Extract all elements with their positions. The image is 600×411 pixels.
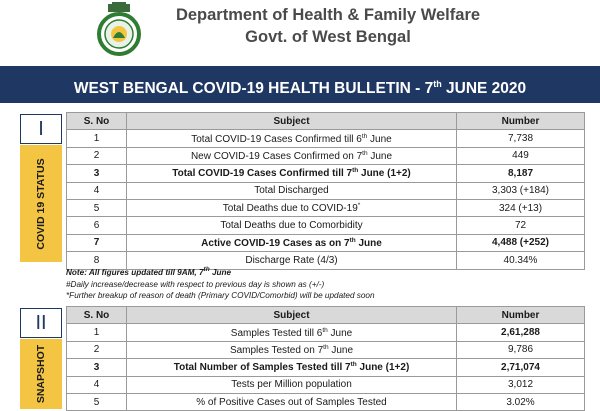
cell-subject xyxy=(127,165,457,182)
west-bengal-emblem-icon xyxy=(94,2,144,58)
column-header-number: Number xyxy=(457,113,585,130)
cell-number: 8,187 xyxy=(457,165,585,182)
table-row xyxy=(67,393,585,410)
cell-subject xyxy=(127,130,457,147)
cell-sno: 5 xyxy=(67,393,127,410)
cell-sno: 7 xyxy=(67,234,127,251)
cell-subject-text: Total Discharged xyxy=(254,185,329,197)
table-row xyxy=(67,341,585,358)
cell-subject-text: % of Positive Cases out of Samples Tested xyxy=(196,396,387,408)
cell-subject xyxy=(127,393,457,410)
note-updated-sup: th xyxy=(203,266,210,273)
column-header-number: Number xyxy=(457,307,585,324)
section-2-label: SNAPSHOT xyxy=(35,344,47,404)
table-row xyxy=(67,217,585,234)
table-row xyxy=(67,165,585,182)
cell-sno: 1 xyxy=(67,324,127,341)
cell-subject-text: Total Deaths due to Comorbidity xyxy=(220,220,363,232)
cell-subject-text: New COVID-19 Cases Confirmed on 7 xyxy=(190,150,363,162)
table-row xyxy=(67,359,585,376)
cell-number: 3.02% xyxy=(457,393,585,410)
cell-number: 2,61,288 xyxy=(457,324,585,341)
cell-sno: 2 xyxy=(67,147,127,164)
cell-subject xyxy=(127,147,457,164)
cell-number: 9,786 xyxy=(457,341,585,358)
cell-number: 7,738 xyxy=(457,130,585,147)
snapshot-rows xyxy=(67,324,585,411)
cell-subject xyxy=(127,217,457,234)
cell-subject-sup: th xyxy=(361,132,368,140)
cell-subject-text: Total COVID-19 Cases Confirmed till 7 xyxy=(172,168,353,180)
cell-subject xyxy=(127,376,457,393)
bulletin-title-prefix: WEST BENGAL COVID-19 HEALTH BULLETIN - 7 xyxy=(73,80,434,97)
table-row xyxy=(67,182,585,199)
cell-number: 2,71,074 xyxy=(457,359,585,376)
cell-subject-sup: th xyxy=(323,343,329,351)
column-header-subject: Subject xyxy=(127,113,457,130)
bulletin-title-suffix: JUNE 2020 xyxy=(441,80,527,97)
column-header-sno: S. No xyxy=(67,307,127,324)
cell-subject-sup: th xyxy=(349,236,356,244)
cell-subject xyxy=(127,199,457,216)
table-row xyxy=(67,376,585,393)
cell-subject-sup: * xyxy=(357,202,361,210)
cell-subject xyxy=(127,359,457,376)
cell-sno: 5 xyxy=(67,199,127,216)
section-1-band xyxy=(20,145,62,262)
covid-status-rows xyxy=(67,130,585,269)
cell-sno: 3 xyxy=(67,165,127,182)
table-row xyxy=(67,147,585,164)
cell-subject-tail: June (1+2) xyxy=(356,362,410,374)
covid-status-table xyxy=(66,112,585,270)
cell-subject-tail: June xyxy=(355,237,382,249)
cell-subject-sup: th xyxy=(350,361,357,369)
cell-subject-sup: th xyxy=(352,167,359,175)
cell-number: 324 (+13) xyxy=(457,199,585,216)
cell-sno: 8 xyxy=(67,252,127,269)
cell-subject-text: Samples Tested on 7 xyxy=(229,344,324,356)
cell-subject xyxy=(127,182,457,199)
cell-sno: 2 xyxy=(67,341,127,358)
cell-subject xyxy=(127,234,457,251)
cell-subject-text: Samples Tested till 6 xyxy=(230,327,323,339)
cell-number: 3,303 (+184) xyxy=(457,182,585,199)
cell-subject-text: Active COVID-19 Cases as on 7 xyxy=(201,237,350,249)
note-updated-suffix: June xyxy=(209,268,232,277)
cell-number: 40.34% xyxy=(457,252,585,269)
note-updated-prefix: Note: All figures updated till 9AM, 7 xyxy=(66,268,204,277)
cell-number: 3,012 xyxy=(457,376,585,393)
cell-number: 4,488 (+252) xyxy=(457,234,585,251)
bulletin-title xyxy=(0,66,600,103)
cell-subject-text: Tests per Million population xyxy=(231,379,352,391)
note-daily-change: #Daily increase/decrease with respect to previous day is shown as (+/-) xyxy=(66,279,325,289)
cell-subject-text: Total COVID-19 Cases Confirmed till 6 xyxy=(191,133,362,145)
column-header-subject: Subject xyxy=(127,307,457,324)
table-row xyxy=(67,199,585,216)
cell-sno: 6 xyxy=(67,217,127,234)
cell-subject-text: Total Deaths due to COVID-19 xyxy=(222,203,358,215)
section-1-roman: I xyxy=(20,114,62,144)
cell-subject-tail: June xyxy=(367,150,393,162)
cell-subject xyxy=(127,341,457,358)
section-2-roman: II xyxy=(20,308,62,338)
cell-subject-text: Total Number of Samples Tested till 7 xyxy=(173,362,351,374)
cell-sno: 4 xyxy=(67,182,127,199)
cell-sno: 3 xyxy=(67,359,127,376)
page-header xyxy=(0,0,600,66)
note-updated xyxy=(66,264,586,279)
column-header-sno: S. No xyxy=(67,113,127,130)
cell-number: 449 xyxy=(457,147,585,164)
table-row xyxy=(67,130,585,147)
cell-subject-tail: June xyxy=(367,133,392,145)
cell-sno: 1 xyxy=(67,130,127,147)
cell-subject-sup: th xyxy=(322,326,328,334)
department-title: Department of Health & Family Welfare xyxy=(175,6,481,24)
cell-subject-text: Discharge Rate (4/3) xyxy=(245,254,338,266)
cell-subject-tail: June xyxy=(327,327,353,339)
section-1-label: COVID 19 STATUS xyxy=(35,157,47,250)
table-row xyxy=(67,324,585,341)
cell-sno: 4 xyxy=(67,376,127,393)
section-2-band xyxy=(20,339,62,409)
cell-subject-sup: th xyxy=(362,149,368,157)
cell-subject xyxy=(127,324,457,341)
cell-subject-tail: June (1+2) xyxy=(358,168,411,180)
bulletin-title-sup: th xyxy=(433,79,442,89)
snapshot-table xyxy=(66,306,585,411)
notes xyxy=(66,264,586,302)
note-death-breakup: *Further breakup of reason of death (Primary COVID/Comorbid) will be updated soon xyxy=(66,291,375,300)
government-title: Govt. of West Bengal xyxy=(245,28,411,46)
table-row xyxy=(67,234,585,251)
cell-number: 72 xyxy=(457,217,585,234)
cell-subject-tail: June xyxy=(328,344,354,356)
